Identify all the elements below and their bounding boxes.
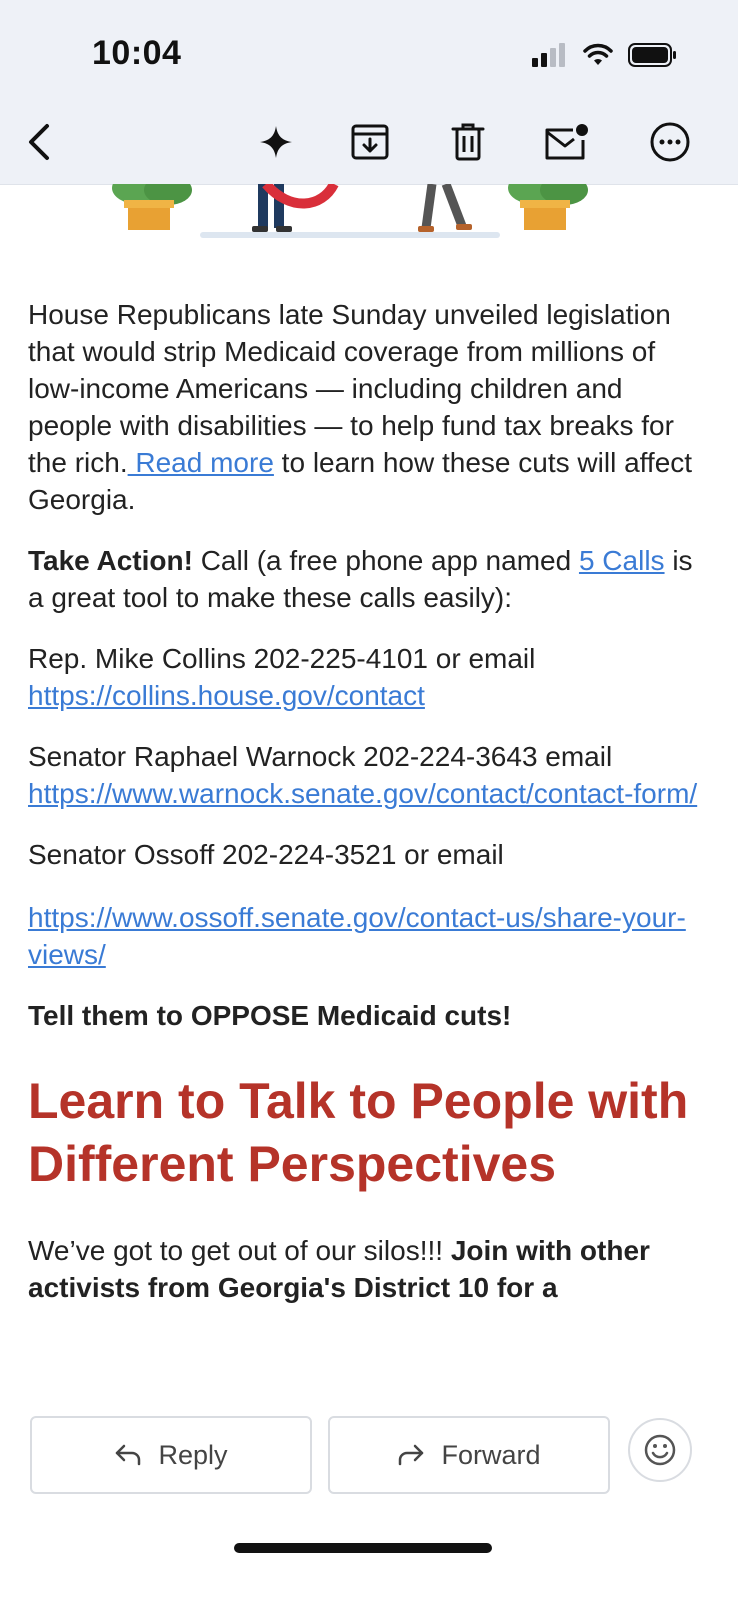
take-action-label: Take Action! [28,545,193,576]
archive-button[interactable] [346,118,394,166]
five-calls-link[interactable]: 5 Calls [578,545,665,576]
email-header-illustration [0,184,738,254]
emoji-reaction-button[interactable] [628,1418,692,1482]
gemini-button[interactable] [252,118,300,166]
back-button[interactable] [16,118,64,166]
collins-contact-link[interactable]: https://collins.house.gov/contact [28,680,425,711]
forward-arrow-icon [397,1443,425,1467]
wifi-icon [582,43,614,67]
paragraph-text: Call (a free phone app named [192,545,579,576]
cellular-signal-icon [532,43,568,67]
more-options-button[interactable] [646,118,694,166]
smiley-icon [643,1433,677,1467]
paragraph-text: is a great tool to make these calls easily): [28,545,693,613]
warnock-contact-link[interactable]: https://www.warnock.senate.gov/contact/contact-form/ [28,778,698,809]
mark-unread-button[interactable] [542,118,590,166]
call-to-action-text: Tell them to OPPOSE Medicaid cuts! [28,1000,512,1031]
forward-button[interactable] [328,1416,610,1494]
archive-icon [350,122,390,162]
ossoff-contact-link[interactable]: https://www.ossoff.senate.gov/contact-us/share-your-views/ [28,902,686,970]
status-icons [532,40,678,70]
mail-toolbar [0,100,738,185]
paragraph-text: We’ve got to get out of our silos!!! [28,1235,451,1266]
paragraph-ossoff-link [28,899,712,973]
paragraph-text: Senator Raphael Warnock 202-224-3643 email [28,741,613,772]
reply-label: Reply [158,1439,228,1470]
paragraph-take-action [28,542,712,616]
paragraph-silos [28,1232,712,1306]
home-indicator[interactable] [234,1543,492,1553]
paragraph-collins [28,640,712,714]
paragraph-text: Senator Ossoff 202-224-3521 or email [28,839,504,870]
paragraph-warnock [28,738,712,812]
paragraph-text: Rep. Mike Collins 202-225-4101 or email [28,643,536,674]
paragraph-ossoff [28,836,712,873]
paragraph-bold-text: Join with other activists from Georgia's District 10 for a [28,1235,650,1303]
trash-icon [450,122,486,162]
forward-label: Forward [441,1439,541,1470]
status-bar [0,0,738,100]
delete-button[interactable] [444,118,492,166]
reply-arrow-icon [114,1443,142,1467]
paragraph-text: House Republicans late Sunday unveiled legislation that would strip Medicaid coverage from millions of low-income Americans — including children and people with disabilities — to help fund tax breaks for the rich. [28,299,674,478]
plant-illustration [0,184,738,254]
back-arrow-icon [25,122,55,162]
status-time: 10:04 [92,34,182,72]
more-options-icon [649,121,691,163]
section-heading: Learn to Talk to People with Different Perspectives [28,1073,689,1192]
email-body [28,296,712,1330]
paragraph-text: to learn how these cuts will affect Georgia. [28,447,693,515]
paragraph-medicaid [28,296,712,518]
battery-icon [628,42,678,68]
mark-unread-icon [543,122,589,162]
reply-button[interactable] [30,1416,312,1494]
read-more-link[interactable]: Read more [127,447,274,478]
sparkle-icon [258,124,294,160]
bottom-action-bar [0,1392,738,1600]
